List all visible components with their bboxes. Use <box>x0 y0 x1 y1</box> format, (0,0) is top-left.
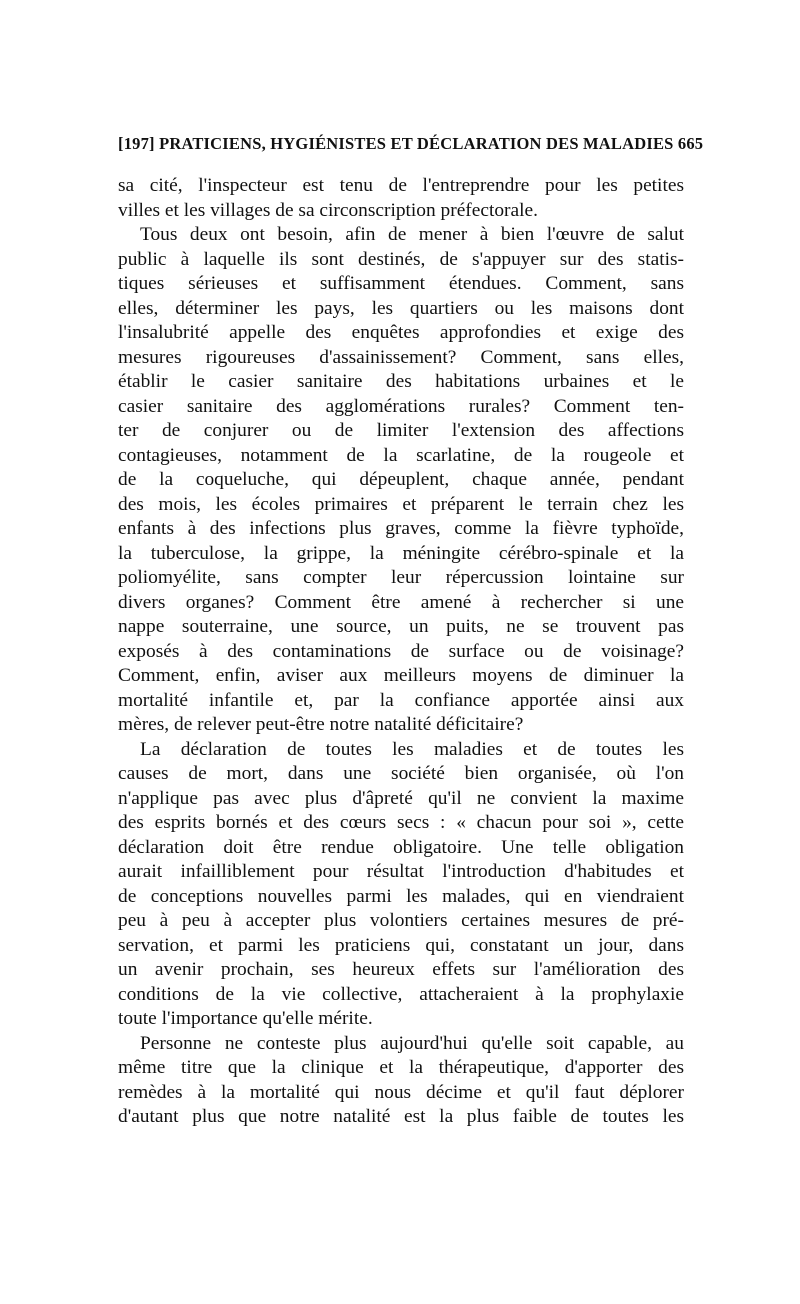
text-line: servation, et parmi les praticiens qui, constatant un jour, dans <box>118 934 684 956</box>
text-line: poliomyélite, sans compter leur répercussion lointaine sur <box>118 567 684 588</box>
text-line: même titre que la clinique et la thérapeutique, d'apporter des <box>118 1057 684 1078</box>
text-line: mesures rigoureuses d'assainissement? Comment, sans elles, <box>118 346 684 368</box>
text-line: des esprits bornés et des cœurs secs : « chacun pour soi », cette <box>118 812 684 833</box>
text-line: d'autant plus que notre natalité est la plus faible de toutes les <box>118 1106 684 1127</box>
text-line: l'insalubrité appelle des enquêtes approfondies et exige des <box>118 322 684 343</box>
text-line: elles, déterminer les pays, les quartiers ou les maisons dont <box>118 297 684 319</box>
text-line: causes de mort, dans une société bien organisée, où l'on <box>118 763 684 784</box>
document-page <box>118 134 704 1130</box>
text-line: Personne ne conteste plus aujourd'hui qu'elle soit capable, au <box>140 1032 684 1054</box>
text-line: n'applique pas avec plus d'âpreté qu'il ne convient la maxime <box>118 787 684 809</box>
text-line: un avenir prochain, ses heureux effets sur l'amélioration des <box>118 959 684 980</box>
text-line: la tuberculose, la grippe, la méningite cérébro-spinale et la <box>118 542 684 564</box>
text-line: mères, de relever peut-être notre natalité déficitaire? <box>118 714 524 735</box>
text-line: exposés à des contaminations de surface ou de voisinage? <box>118 640 684 662</box>
text-line: casier sanitaire des agglomérations rurales? Comment ten- <box>118 395 684 417</box>
text-line: de la coqueluche, qui dépeuplent, chaque année, pendant <box>118 469 684 490</box>
text-line: conditions de la vie collective, attacheraient à la prophylaxie <box>118 983 684 1005</box>
text-line: contagieuses, notamment de la scarlatine, de la rougeole et <box>118 444 684 466</box>
text-line: peu à peu à accepter plus volontiers certaines mesures de pré- <box>118 910 684 931</box>
text-line: La déclaration de toutes les maladies et de toutes les <box>140 738 684 760</box>
text-line: établir le casier sanitaire des habitations urbaines et le <box>118 371 684 392</box>
text-line: aurait infailliblement pour résultat l'introduction d'habitudes et <box>118 861 684 882</box>
text-line: public à laquelle ils sont destinés, de s'appuyer sur des statis- <box>118 248 684 270</box>
text-line: villes et les villages de sa circonscription préfectorale. <box>118 199 538 221</box>
paragraph-3 <box>118 738 684 1032</box>
text-line: déclaration doit être rendue obligatoire. Une telle obligation <box>118 836 684 858</box>
text-line: Comment, enfin, aviser aux meilleurs moyens de diminuer la <box>118 665 684 686</box>
text-line: mortalité infantile et, par la confiance apportée ainsi aux <box>118 689 684 711</box>
text-line: de conceptions nouvelles parmi les malades, qui en viendraient <box>118 885 684 907</box>
text-line: remèdes à la mortalité qui nous décime et qu'il faut déplorer <box>118 1081 684 1103</box>
paragraph-4 <box>118 1032 684 1130</box>
text-line: divers organes? Comment être amené à rechercher si une <box>118 591 684 613</box>
text-line: tiques sérieuses et suffisamment étendues. Comment, sans <box>118 273 684 294</box>
text-line: toute l'importance qu'elle mérite. <box>118 1008 373 1029</box>
text-line: ter de conjurer ou de limiter l'extension des affections <box>118 420 684 441</box>
text-line: nappe souterraine, une source, un puits, ne se trouvent pas <box>118 616 684 637</box>
text-line: Tous deux ont besoin, afin de mener à bien l'œuvre de salut <box>140 224 684 245</box>
running-header: [197] PRATICIENS, HYGIÉNISTES ET DÉCLARATION DES MALADIES 665 <box>118 134 704 153</box>
text-line: sa cité, l'inspecteur est tenu de l'entreprendre pour les petites <box>118 175 684 196</box>
paragraph-1 <box>118 174 684 223</box>
text-line: enfants à des infections plus graves, comme la fièvre typhoïde, <box>118 518 684 539</box>
text-line: des mois, les écoles primaires et préparent le terrain chez les <box>118 493 684 515</box>
paragraph-2 <box>118 223 684 738</box>
